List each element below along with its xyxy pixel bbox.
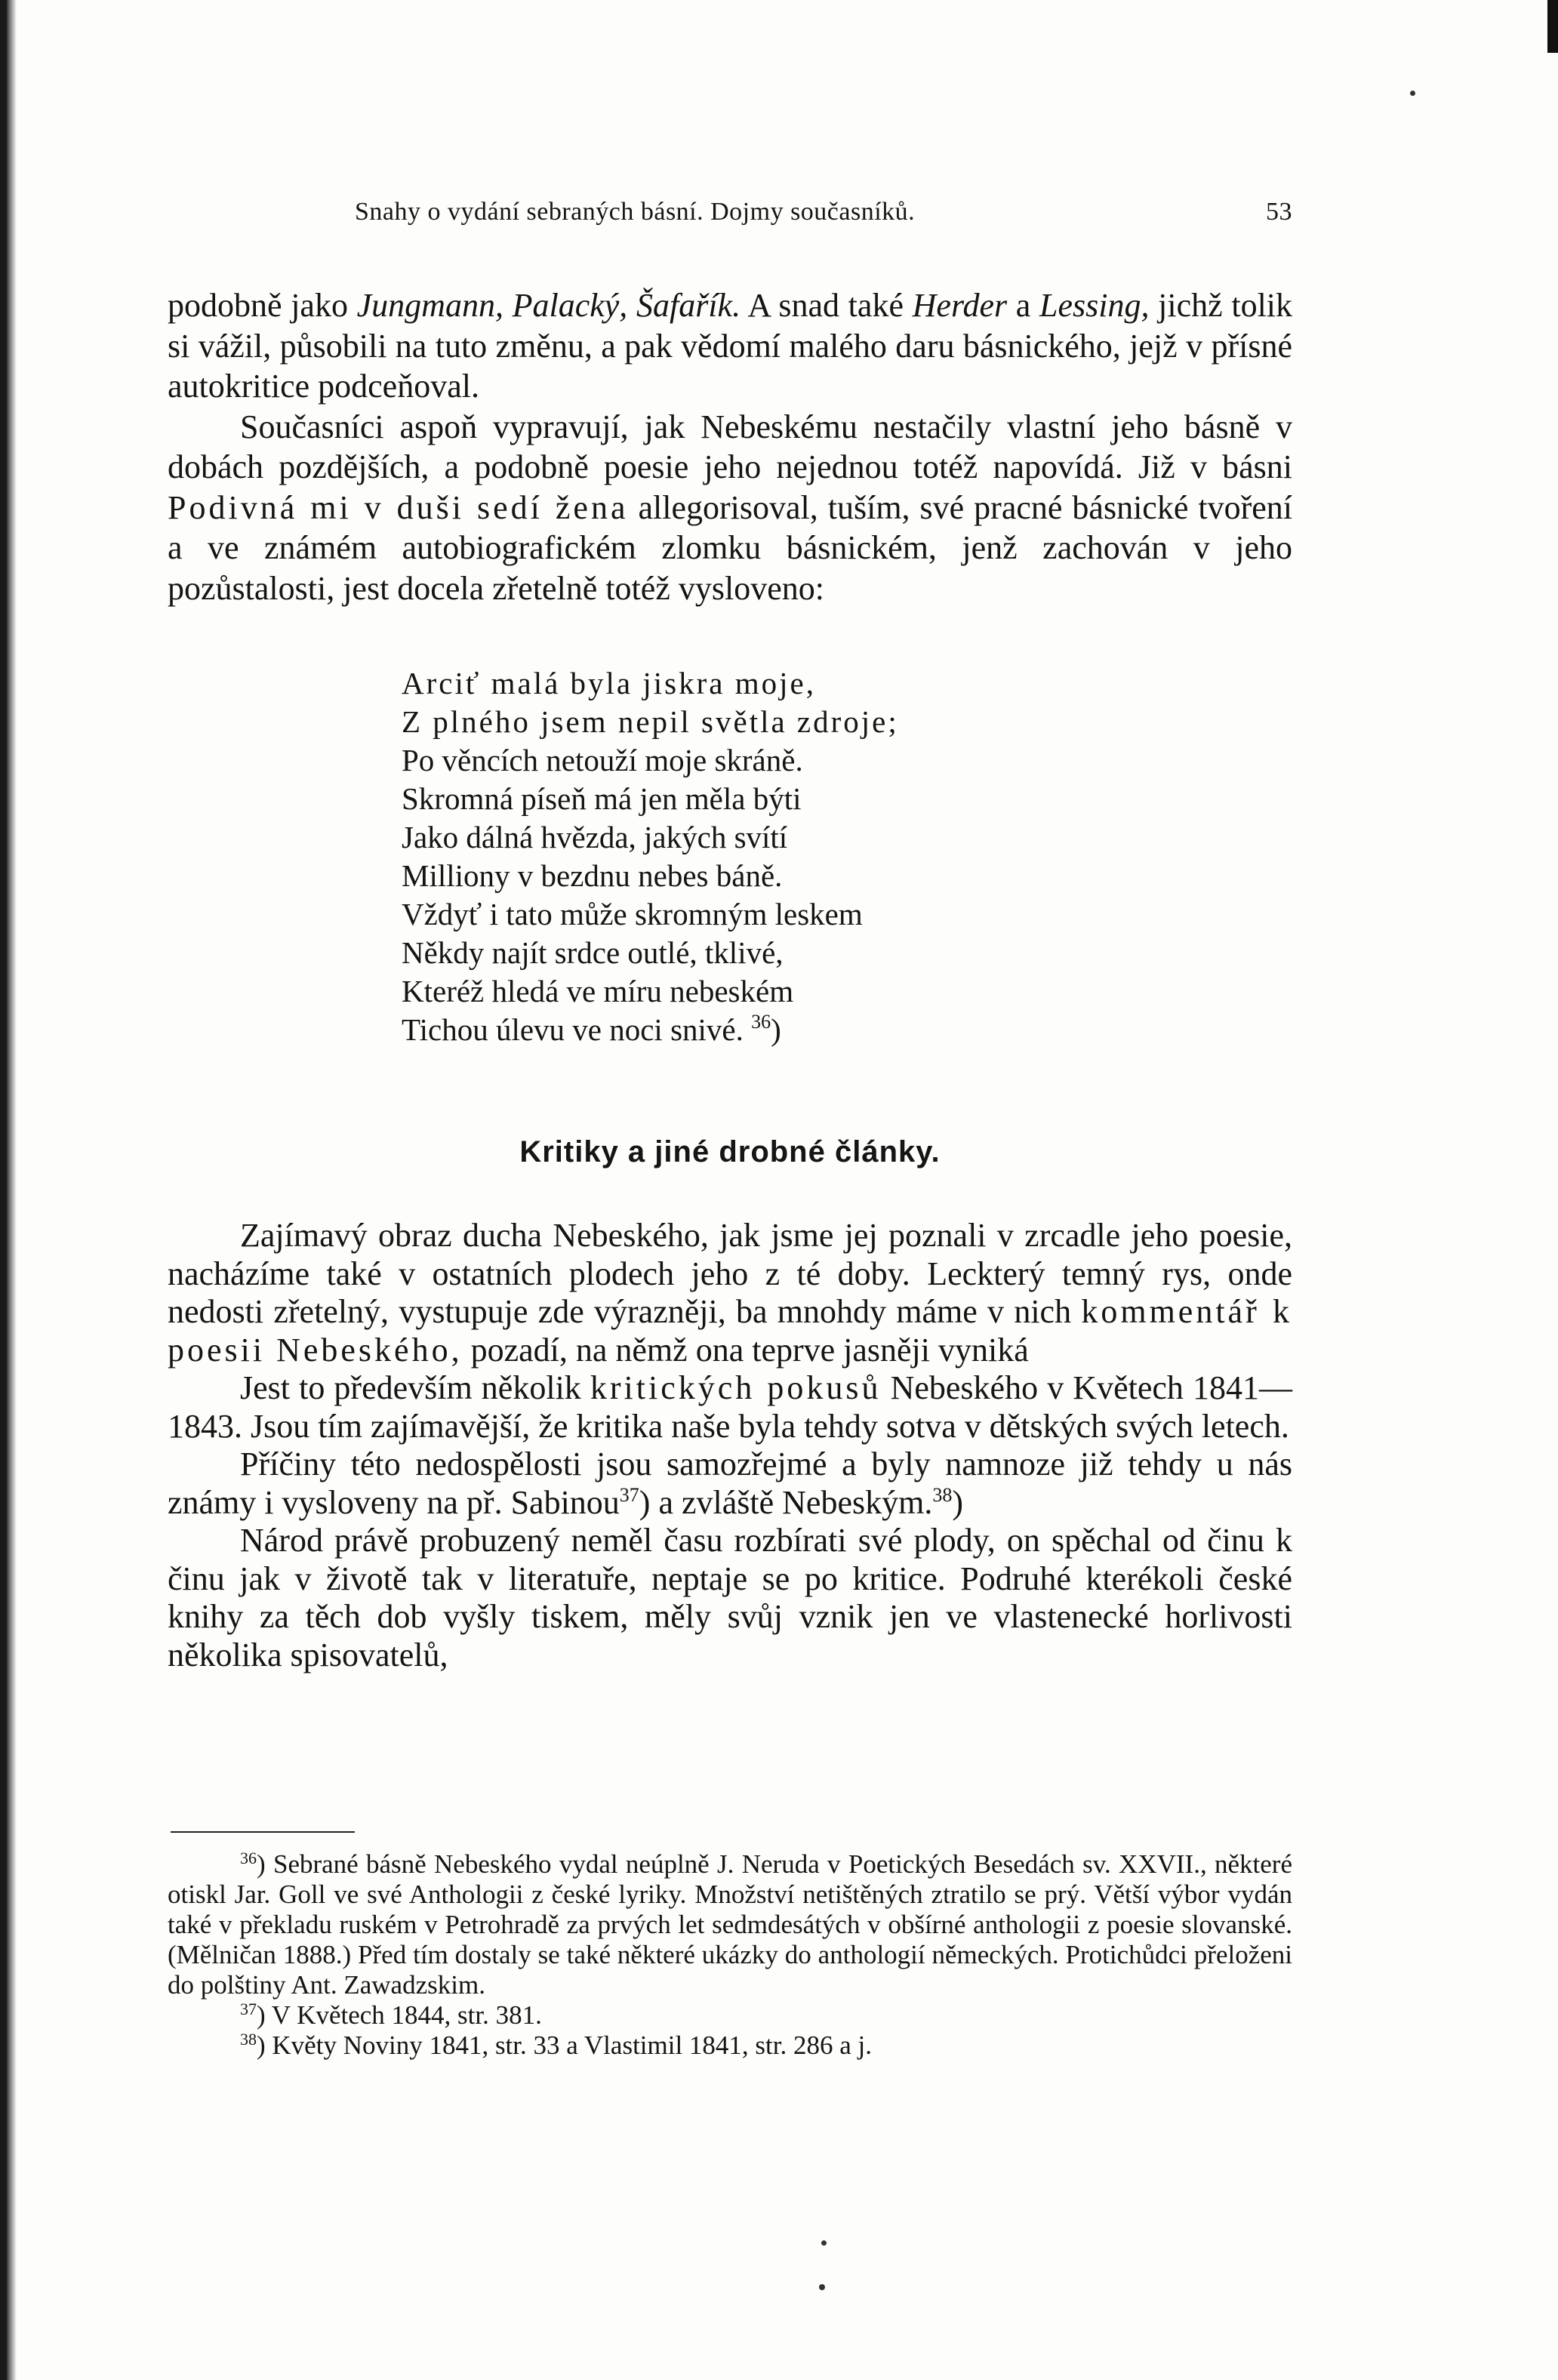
text-run: Nebeského v Květech 1841—1843. Jsou tím zajímavější, že kritika naše byla tehdy sotva v dětských svých letech. [168,1369,1292,1445]
running-head-title: Snahy o vydání sebraných básní. Dojmy současníků. [355,198,916,226]
text-run: Příčiny této nedospělosti jsou samozřejmé a byly namnoze již tehdy u nás známy i vysloveny na př. Sabinou [168,1446,1292,1521]
footnote-ref-38: 38 [932,1483,953,1506]
footnote-ref-37: 37 [619,1483,639,1506]
verse-line: Jako dálná hvězda, jakých svítí [402,820,788,854]
book-page [168,0,1292,2380]
footnote-36 [168,1849,1292,2000]
footnote-text: ) Sebrané básně Nebeského vydal neúplně J. Neruda v Poetických Besedách sv. XXVII., některé otiskl Jar. Goll ve své Anthologii z české lyriky. Množství netištěných ztratilo se prý. Větší výbor vydán také v překladu ruském v Petrohradě za prvých let sedmdesátých v obšírné anthologii z poesie slovanské. (Mělničan 1888.) Před tím dostaly se také některé ukázky do anthologií německých. Protichůdci přeloženi do polštiny Ant. Zawadzskim. [168,1849,1292,2000]
verse-line: Skromná píseň má jen měla býti [402,781,802,816]
verse-line: Kteréž hledá ve míru nebeském [402,974,794,1008]
text-run: Jest to především několik [240,1369,590,1406]
scan-edge-right [1547,0,1558,53]
verse-line: Milliony v bezdnu nebes báně. [402,858,783,893]
intro-paragraph-1 [168,285,1292,407]
footnote-ref-36: 36 [751,1011,771,1033]
emphasis-names: Jungmann, Palacký, Šafařík. [356,287,741,324]
emphasis-lessing: Lessing, [1039,287,1150,324]
footnote-text: ) V Květech 1844, str. 381. [257,2000,542,2030]
footnotes [168,1849,1292,2061]
footnote-38 [168,2031,1292,2061]
section-heading: Kritiky a jiné drobné články. [519,1135,941,1168]
intro-text [168,285,1292,608]
section-paragraph-4: Národ právě probuzený neměl času rozbírati své plody, on spěchal od činu k činu jak v životě tak v literatuře, neptaje se po kritice. Podruhé kterékoli české knihy za těch dob vyšly tiskem, měly svůj vznik jen ve vlastenecké horlivosti několika spisovatelů, [168,1522,1292,1673]
verse-line: Z plného jsem nepil světla zdroje; [402,704,899,739]
scan-speck [1410,91,1415,96]
emphasis-herder: Herder [912,287,1008,324]
verse-line-last [402,1011,1156,1049]
spaced-poem-title: Podivná mi v duši sedí žena [168,488,629,526]
text-run: A snad také [741,287,913,324]
verse-quote [402,664,1156,1049]
section-text [168,1217,1292,1674]
section-paragraph-1 [168,1217,1292,1369]
section-paragraph-2 [168,1369,1292,1446]
text-run: ) [952,1483,963,1521]
page-number: 53 [1266,198,1292,226]
footnote-rule [171,1831,355,1833]
spaced-kriticke-pokusy: kritických pokusů [590,1369,882,1406]
text-run: Současníci aspoň vypravují, jak Nebeskému nestačily vlastní jeho básně v dobách pozdějších, a podobně poesie jeho nejednou totéž napovídá. Již v básni [168,408,1292,485]
spaced-kommentar: kommentář k poesii Nebeského, [168,1293,1292,1369]
footnote-number: 37 [240,2000,257,2018]
verse-line: Vždyť i tato může skromným leskem [402,897,863,931]
footnote-text: ) Květy Noviny 1841, str. 33 a Vlastimil 1841, str. 286 a j. [257,2031,873,2060]
verse-line: Arciť malá byla jiskra moje, [402,666,816,700]
text-run: a [1007,287,1039,324]
verse-line-text: Tichou úlevu ve noci snivé. [402,1012,744,1047]
scan-edge-left [0,0,17,2380]
text-run: allegorisoval, tuším, své pracné básnické tvoření a ve známém autobiografickém zlomku básnickém, jenž zachován v jeho pozůstalosti, jest docela zřetelně totéž vysloveno: [168,488,1292,607]
intro-paragraph-2 [168,407,1292,609]
footnote-37 [168,2000,1292,2031]
text-run: podobně jako [168,287,357,324]
footnote-number: 36 [240,1849,257,1867]
text-run: jichž tolik si vážil, působili na tuto změnu, a pak vědomí malého daru básnického, jejž v přísné autokritice podceňoval. [168,287,1293,405]
section-paragraph-3 [168,1446,1292,1522]
footnote-ref-paren: ) [771,1012,781,1047]
footnote-number: 38 [240,2030,257,2049]
verse-line: Po věncích netouží moje skráně. [402,743,803,777]
text-run: Zajímavý obraz ducha Nebeského, jak jsme jej poznali v zrcadle jeho poesie, nacházíme také v ostatních plodech jeho z té doby. Leckterý temný rys, onde nedosti zřetelný, vystupuje zde výrazněji, ba mnohdy máme v nich [168,1217,1292,1330]
text-run: pozadí, na němž ona teprve jasněji vyniká [462,1331,1029,1369]
text-run: ) a zvláště Nebeským. [639,1483,933,1521]
verse-line: Někdy najít srdce outlé, tklivé, [402,935,784,970]
